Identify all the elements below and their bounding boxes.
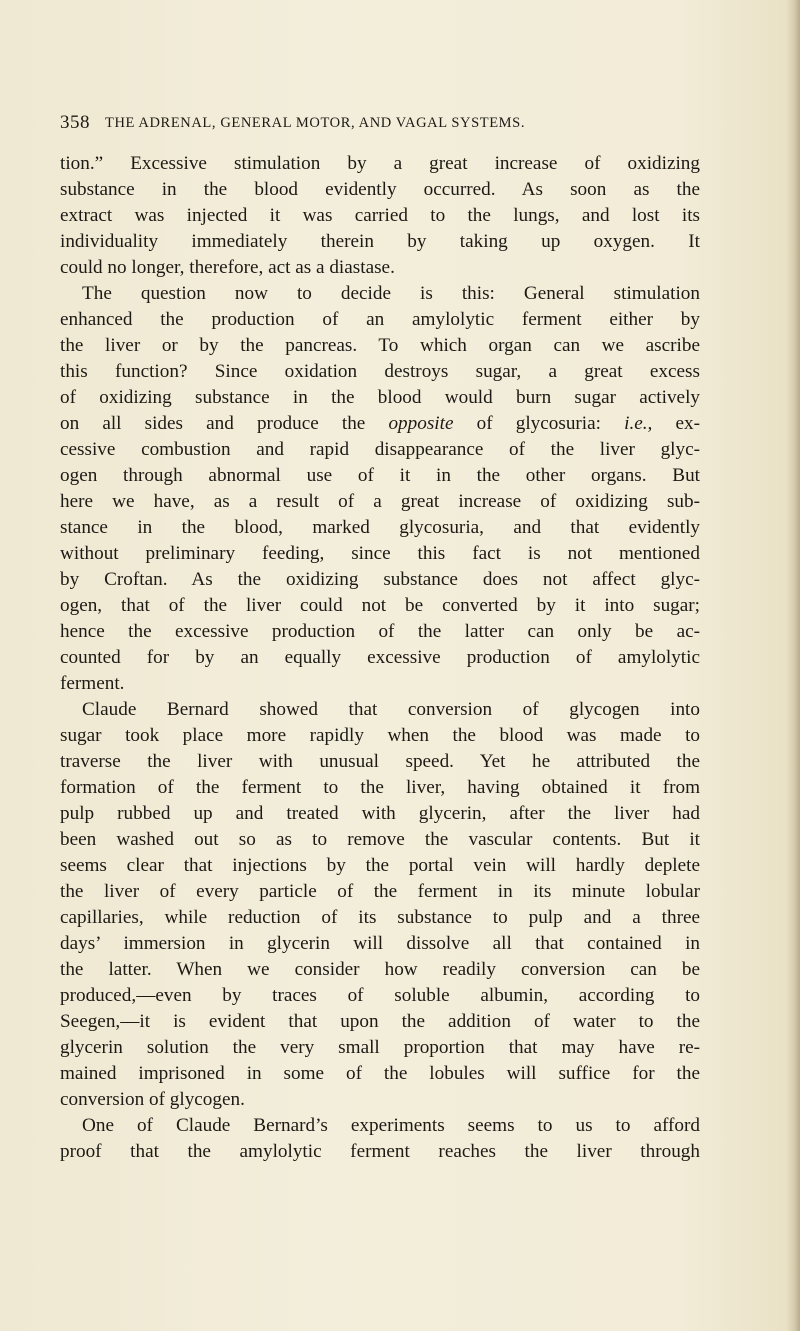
- running-head: THE ADRENAL, GENERAL MOTOR, AND VAGAL SYSTEMS.: [105, 115, 526, 131]
- text-line: glycerin solution the very small proportion that may have re-: [60, 1037, 700, 1058]
- text-line: traverse the liver with unusual speed. Yet he attributed the: [60, 751, 700, 772]
- text-line: sugar took place more rapidly when the blood was made to: [60, 725, 700, 746]
- text-line: without preliminary feeding, since this fact is not mentioned: [60, 543, 700, 564]
- text-line: individuality immediately therein by taking up oxygen. It: [60, 231, 700, 252]
- text-line: this function? Since oxidation destroys sugar, a great excess: [60, 361, 700, 382]
- text-line: stance in the blood, marked glycosuria, and that evidently: [60, 517, 700, 538]
- text-line: on all sides and produce the opposite of glycosuria: i.e., ex-: [60, 413, 700, 434]
- page-number: 358: [60, 112, 90, 133]
- text-line: could no longer, therefore, act as a diastase.: [60, 257, 395, 278]
- text-line: extract was injected it was carried to the lungs, and lost its: [60, 205, 700, 226]
- text-line: produced,—even by traces of soluble albumin, according to: [60, 985, 700, 1006]
- paragraph-start-line: One of Claude Bernard’s experiments seems to us to afford: [82, 1115, 700, 1136]
- text-line: tion.” Excessive stimulation by a great increase of oxidizing: [60, 153, 700, 174]
- text-line: days’ immersion in glycerin will dissolve all that contained in: [60, 933, 700, 954]
- text-line: capillaries, while reduction of its substance to pulp and a three: [60, 907, 700, 928]
- text-line: counted for by an equally excessive production of amylolytic: [60, 647, 700, 668]
- italic-ie: i.e.,: [624, 413, 653, 434]
- italic-opposite: opposite: [388, 413, 454, 434]
- text-line: formation of the ferment to the liver, having obtained it from: [60, 777, 700, 798]
- page-header: [60, 112, 700, 140]
- text-line: enhanced the production of an amylolytic ferment either by: [60, 309, 700, 330]
- text-line: here we have, as a result of a great increase of oxidizing sub-: [60, 491, 700, 512]
- text-line: the liver of every particle of the ferment in its minute lobular: [60, 881, 700, 902]
- page-edge-shadow: [786, 0, 800, 1331]
- paragraph-start-line: Claude Bernard showed that conversion of glycogen into: [82, 699, 700, 720]
- text-line: pulp rubbed up and treated with glycerin, after the liver had: [60, 803, 700, 824]
- text-line: ogen, that of the liver could not be converted by it into sugar;: [60, 595, 700, 616]
- text-line: Seegen,—it is evident that upon the addition of water to the: [60, 1011, 700, 1032]
- text-line: conversion of glycogen.: [60, 1089, 245, 1110]
- text-line: hence the excessive production of the latter can only be ac-: [60, 621, 700, 642]
- text-line: ogen through abnormal use of it in the other organs. But: [60, 465, 700, 486]
- paragraph-start-line: The question now to decide is this: General stimulation: [82, 283, 700, 304]
- text-line: the liver or by the pancreas. To which organ can we ascribe: [60, 335, 700, 356]
- text-line: mained imprisoned in some of the lobules will suffice for the: [60, 1063, 700, 1084]
- text-line: cessive combustion and rapid disappearance of the liver glyc-: [60, 439, 700, 460]
- text-line: been washed out so as to remove the vascular contents. But it: [60, 829, 700, 850]
- text-line: the latter. When we consider how readily conversion can be: [60, 959, 700, 980]
- text-line: seems clear that injections by the portal vein will hardly deplete: [60, 855, 700, 876]
- text-line: proof that the amylolytic ferment reaches the liver through: [60, 1141, 700, 1162]
- text-line: ferment.: [60, 673, 125, 694]
- text-line: of oxidizing substance in the blood would burn sugar actively: [60, 387, 700, 408]
- text-line: substance in the blood evidently occurred. As soon as the: [60, 179, 700, 200]
- text-line: by Croftan. As the oxidizing substance does not affect glyc-: [60, 569, 700, 590]
